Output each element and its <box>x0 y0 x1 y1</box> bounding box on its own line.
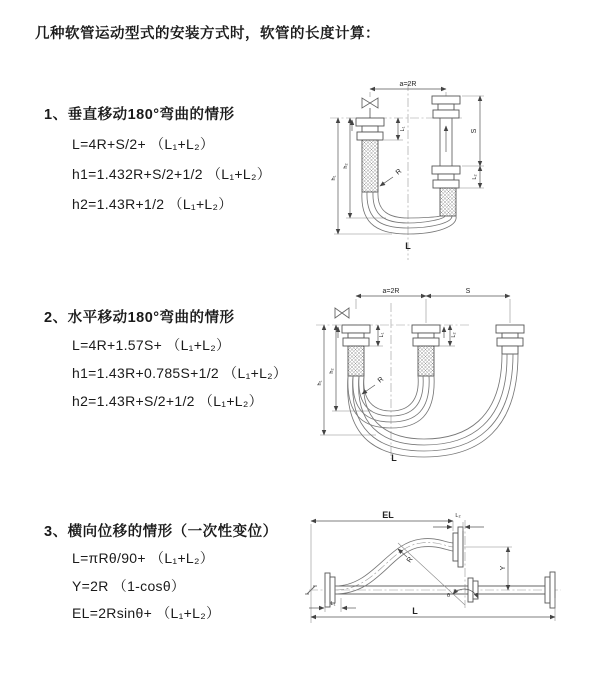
centerlines <box>316 303 470 459</box>
dimension-l <box>311 598 555 621</box>
dim-label-l1: L₁ <box>400 126 406 132</box>
dim-label-l1: L₁ <box>379 332 385 338</box>
dim-label-h2: h₂ <box>343 163 349 169</box>
section-2-heading: 2、水平移动180°弯曲的情形 <box>44 310 235 326</box>
dimension-l1 <box>384 118 406 140</box>
length-label: L <box>391 453 397 463</box>
position1-flange <box>412 325 444 376</box>
dim-label-l2: L₂ <box>472 174 478 180</box>
radius-label: R <box>405 555 415 565</box>
section-3-formula-EL: EL=2Rsinθ+ （L₁+L₂） <box>72 605 221 621</box>
fixed-end-flange <box>352 118 384 192</box>
fixed-end-flange <box>338 325 370 376</box>
angle-construction <box>398 543 478 605</box>
dimension-l2 <box>458 166 484 188</box>
section-2-formula-h1: h1=1.43R+0.785S+1/2 （L₁+L₂） <box>72 365 288 381</box>
dim-label-h2: h₂ <box>329 368 335 374</box>
section-1-formula-h2: h2=1.43R+1/2 （L₁+L₂） <box>72 196 233 212</box>
dim-label-l2: L₂ <box>455 513 461 519</box>
section-1-heading: 1、垂直移动180°弯曲的情形 <box>44 107 235 123</box>
vertical-bend-diagram <box>312 76 540 264</box>
dim-label-el: EL <box>382 510 394 520</box>
section-3-formula-Y: Y=2R （1-cosθ） <box>72 578 186 594</box>
section-3-heading: 3、横向位移的情形（一次性变位） <box>44 524 278 540</box>
dim-label-y: Y <box>500 565 507 571</box>
dim-label-h1: h₁ <box>317 380 323 386</box>
valve-icon <box>362 98 378 118</box>
radius-callout <box>362 376 385 394</box>
radius-callout <box>380 168 403 186</box>
dimension-s <box>462 96 484 166</box>
section-2-formula-h2: h2=1.43R+S/2+1/2 （L₁+L₂） <box>72 393 263 409</box>
dim-label-s: S <box>471 128 478 134</box>
centerlines <box>309 520 561 608</box>
dim-label-a2r: a=2R <box>399 81 417 88</box>
radius-label: R <box>376 375 386 385</box>
dim-label-a2r: a=2R <box>382 288 400 295</box>
section-1-formula-L: L=4R+S/2+ （L₁+L₂） <box>72 136 215 152</box>
dim-label-l1: L₁ <box>330 601 336 607</box>
dim-label-l2: L₂ <box>451 332 457 338</box>
moving-end-pipe <box>432 96 460 216</box>
lateral-displacement-diagram <box>303 505 565 653</box>
angle-label: θ <box>447 593 451 599</box>
dimension-l2 <box>439 325 457 346</box>
dimension-a2r <box>356 288 426 296</box>
dim-label-s: S <box>465 288 471 295</box>
section-3-formula-L: L=πRθ/90+ （L₁+L₂） <box>72 550 215 566</box>
dimension-s <box>356 288 510 323</box>
page-title: 几种软管运动型式的安装方式时，软管的长度计算： <box>35 26 380 42</box>
dim-label-l: L <box>412 606 418 616</box>
radius-label: R <box>394 167 404 177</box>
length-label: L <box>405 241 411 251</box>
dim-label-h1: h₁ <box>331 175 337 181</box>
displaced-hose <box>335 527 463 594</box>
position2-flange <box>496 325 524 354</box>
valve-icon <box>335 308 349 318</box>
section-2-formula-L: L=4R+1.57S+ （L₁+L₂） <box>72 337 231 353</box>
section-1-formula-h1: h1=1.432R+S/2+1/2 （L₁+L₂） <box>72 166 272 182</box>
dimension-l1 <box>309 598 356 612</box>
horizontal-bend-diagram <box>310 283 548 463</box>
